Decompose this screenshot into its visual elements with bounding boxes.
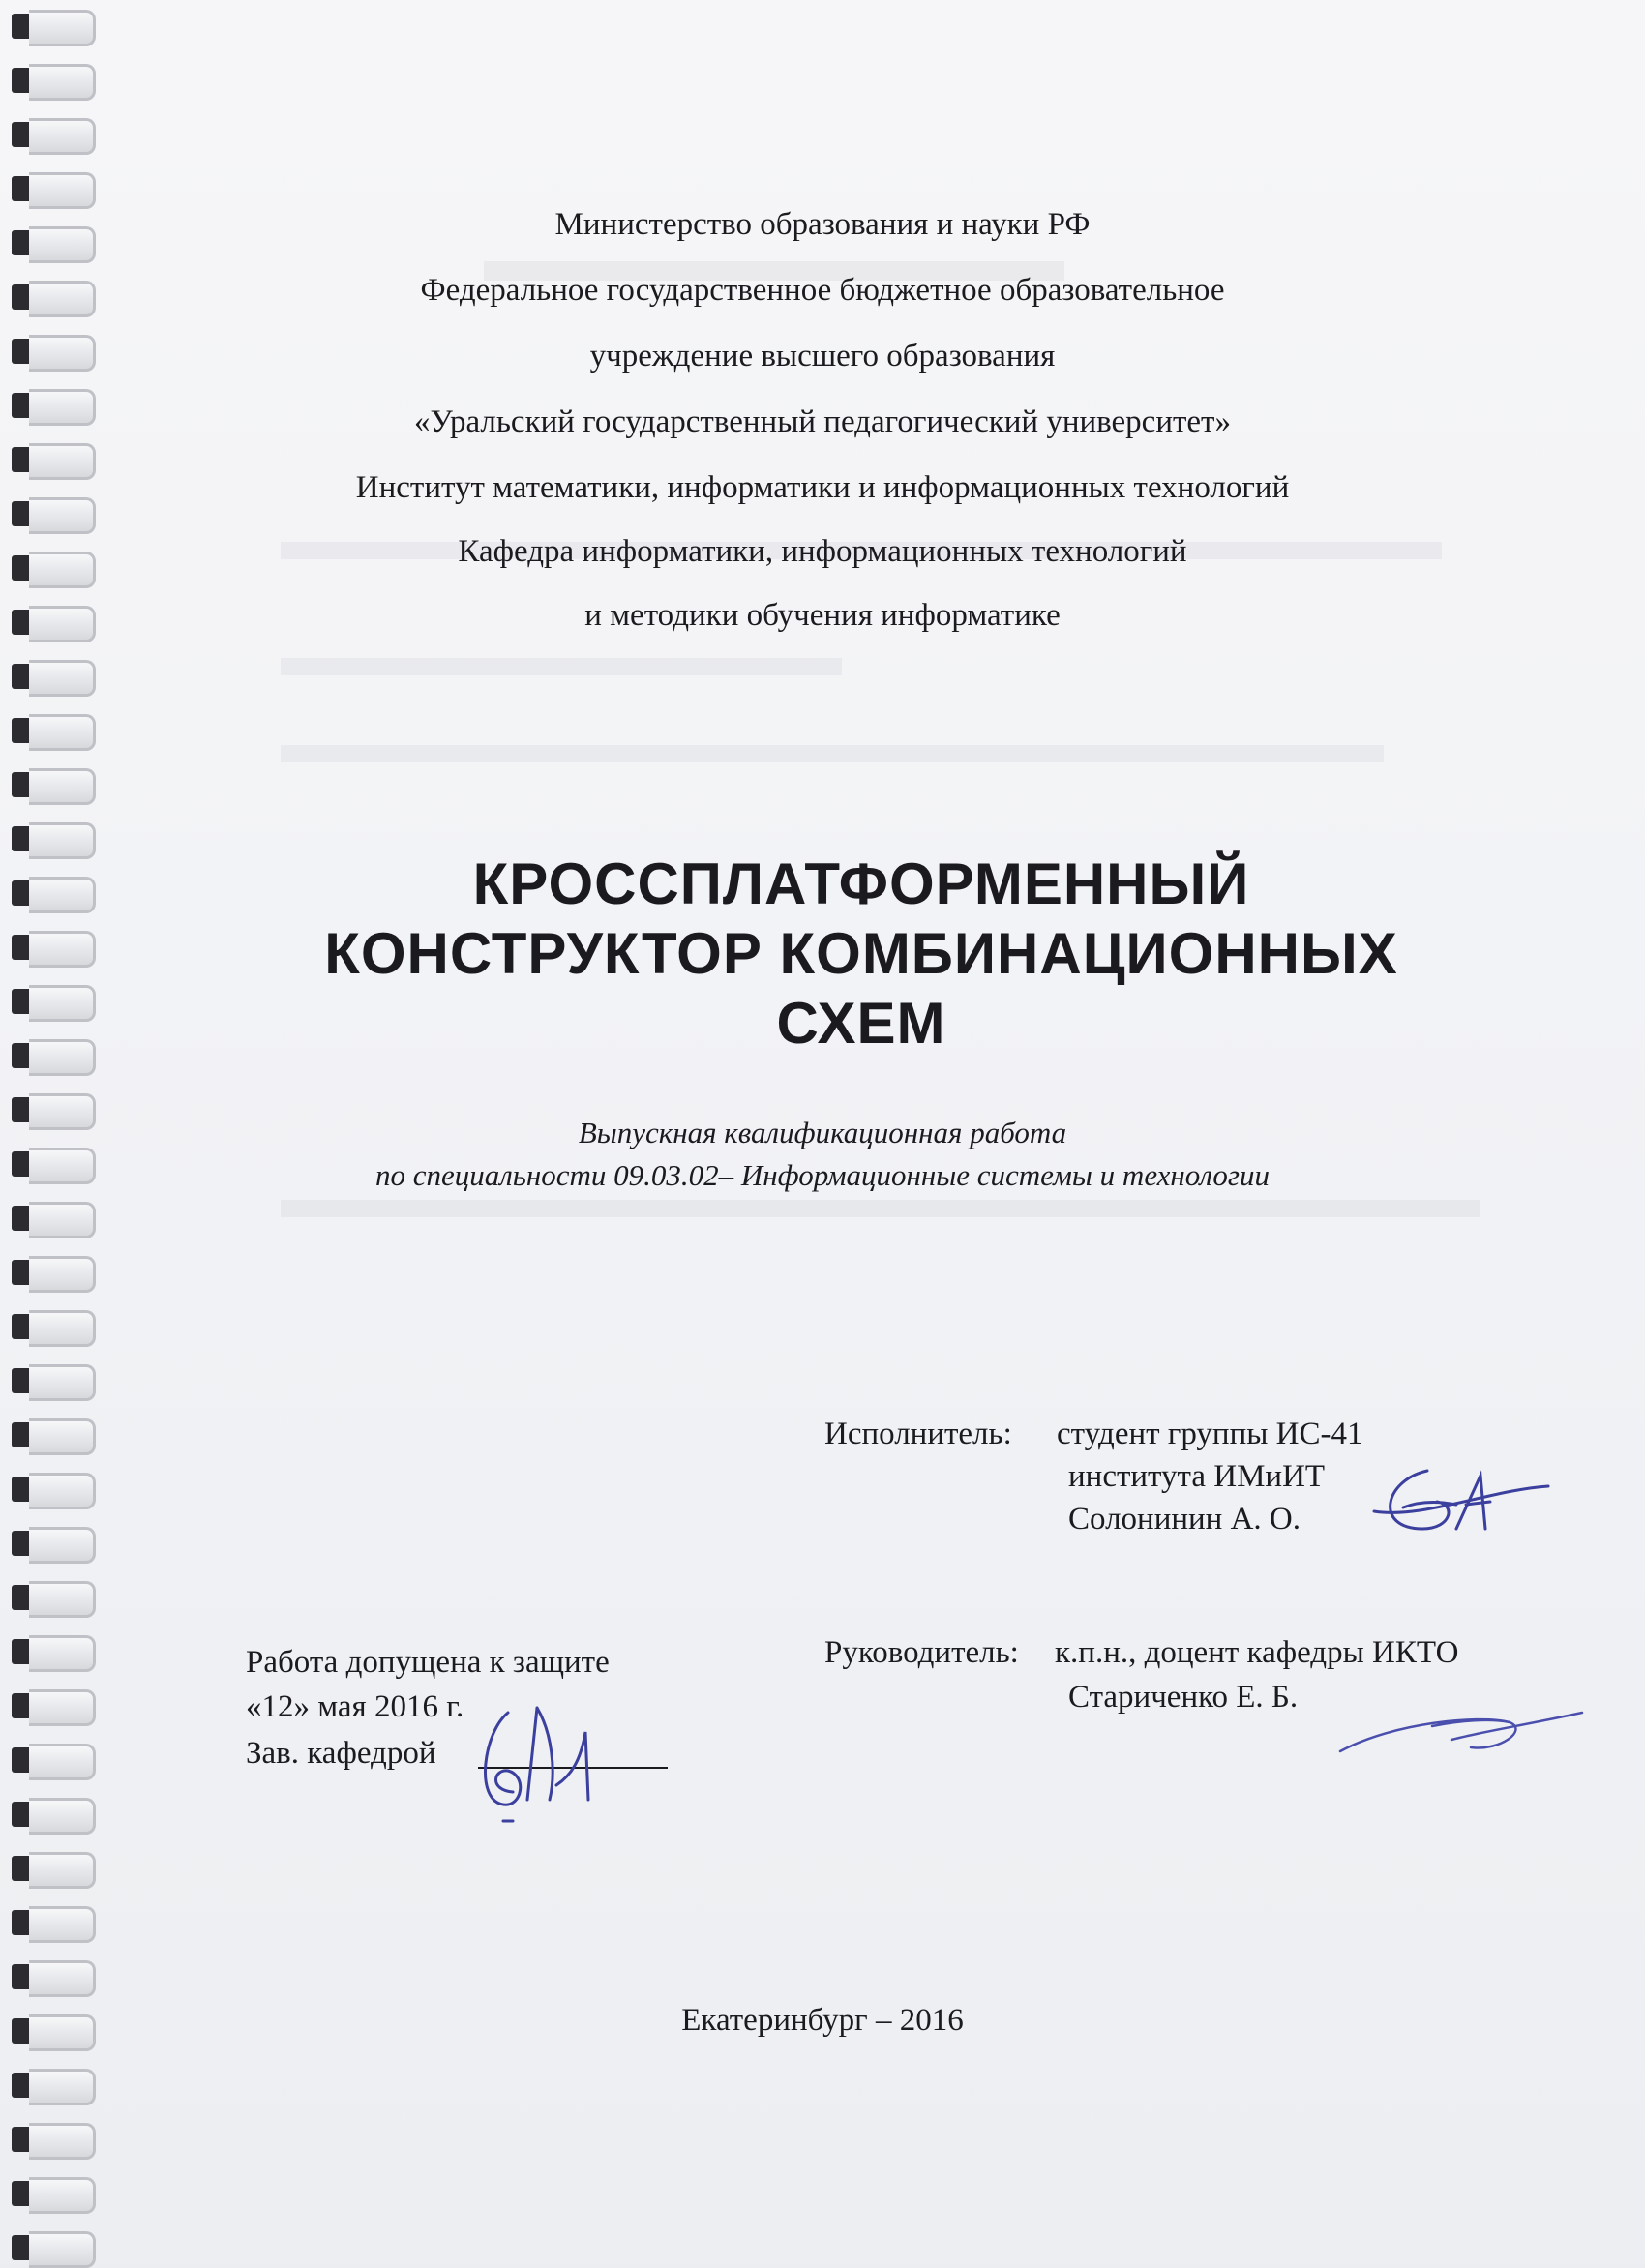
ring-loop xyxy=(29,1527,96,1564)
binding-ring xyxy=(12,877,95,910)
binding-ring xyxy=(12,1418,95,1451)
binding-ring xyxy=(12,10,95,43)
supervisor-name: Стариченко Е. Б. xyxy=(1068,1680,1299,1715)
head-of-department-label: Зав. кафедрой xyxy=(246,1736,436,1771)
ring-loop xyxy=(29,768,96,805)
admission-date: «12» мая 2016 г. xyxy=(246,1689,464,1724)
ring-loop xyxy=(29,1744,96,1780)
head-signature xyxy=(464,1693,610,1838)
ring-loop xyxy=(29,1852,96,1889)
thesis-title-line3: СХЕМ xyxy=(776,991,946,1056)
binding-ring xyxy=(12,2177,95,2210)
binding-ring xyxy=(12,768,95,801)
university-name: «Уральский государственный педагогический университет» xyxy=(414,404,1231,439)
department-line1: Кафедра информатики, информационных технологий xyxy=(458,534,1187,569)
admission-text: Работа допущена к защите xyxy=(246,1645,610,1680)
executor-institute: института ИМиИТ xyxy=(1068,1459,1326,1494)
ring-loop xyxy=(29,1635,96,1672)
thesis-title-line1: КРОССПЛАТФОРМЕННЫЙ xyxy=(472,851,1250,916)
city-year: Екатеринбург – 2016 xyxy=(681,2003,964,2038)
ring-loop xyxy=(29,985,96,1022)
ring-loop xyxy=(29,714,96,751)
ring-loop xyxy=(29,1256,96,1293)
binding-ring xyxy=(12,985,95,1018)
ring-loop xyxy=(29,1581,96,1618)
show-through-mark xyxy=(281,745,1384,762)
supervisor-label: Руководитель: xyxy=(824,1635,1019,1670)
binding-ring xyxy=(12,1689,95,1722)
binding-ring xyxy=(12,1364,95,1397)
ring-loop xyxy=(29,1039,96,1076)
ring-loop xyxy=(29,1202,96,1238)
ring-loop xyxy=(29,1473,96,1509)
binding-ring xyxy=(12,1473,95,1506)
ring-loop xyxy=(29,1906,96,1943)
binding-ring xyxy=(12,1852,95,1885)
binding-ring xyxy=(12,660,95,693)
supervisor-position: к.п.н., доцент кафедры ИКТО xyxy=(1055,1635,1459,1670)
binding-ring xyxy=(12,1581,95,1614)
binding-ring xyxy=(12,2123,95,2156)
institution-type-line1: Федеральное государственное бюджетное образовательное xyxy=(420,273,1225,308)
ring-loop xyxy=(29,822,96,859)
executor-group: студент группы ИС-41 xyxy=(1057,1417,1363,1451)
ring-loop xyxy=(29,660,96,697)
ministry-name: Министерство образования и науки РФ xyxy=(554,207,1091,242)
binding-ring xyxy=(12,1798,95,1831)
binding-ring xyxy=(12,118,95,151)
specialty: по специальности 09.03.02– Информационные системы и технологии xyxy=(374,1158,1271,1192)
thesis-title-line2: КОНСТРУКТОР КОМБИНАЦИОННЫХ xyxy=(324,921,1398,986)
ring-loop xyxy=(29,10,96,46)
binding-ring xyxy=(12,2069,95,2102)
binding-ring xyxy=(12,822,95,855)
binding-ring xyxy=(12,1039,95,1072)
binding-ring xyxy=(12,714,95,747)
ring-loop xyxy=(29,2231,96,2268)
binding-ring xyxy=(12,1202,95,1235)
show-through-mark xyxy=(281,658,842,675)
binding-ring xyxy=(12,1635,95,1668)
ring-loop xyxy=(29,2123,96,2160)
institute-name: Институт математики, информатики и информационных технологий xyxy=(355,470,1290,505)
binding-ring xyxy=(12,931,95,964)
binding-ring xyxy=(12,1960,95,1993)
ring-loop xyxy=(29,1418,96,1455)
ring-loop xyxy=(29,172,96,209)
binding-ring xyxy=(12,1256,95,1289)
binding-ring xyxy=(12,172,95,205)
work-type: Выпускная квалификационная работа xyxy=(578,1116,1067,1149)
binding-ring xyxy=(12,1744,95,1776)
binding-ring xyxy=(12,1906,95,1939)
executor-signature xyxy=(1364,1451,1558,1558)
institution-type-line2: учреждение высшего образования xyxy=(589,339,1056,373)
ring-loop xyxy=(29,1364,96,1401)
ring-loop xyxy=(29,877,96,913)
ring-loop xyxy=(29,1310,96,1347)
binding-ring xyxy=(12,1527,95,1560)
ring-loop xyxy=(29,118,96,155)
executor-label: Исполнитель: xyxy=(824,1417,1012,1451)
ring-loop xyxy=(29,1689,96,1726)
ring-loop xyxy=(29,2069,96,2105)
supervisor-signature xyxy=(1335,1693,1587,1771)
department-line2: и методики обучения информатике xyxy=(584,598,1061,633)
binding-ring xyxy=(12,64,95,97)
ring-loop xyxy=(29,1798,96,1835)
ring-loop xyxy=(29,931,96,968)
binding-ring xyxy=(12,2231,95,2264)
binding-ring xyxy=(12,1310,95,1343)
executor-name: Солонинин А. О. xyxy=(1068,1502,1301,1537)
ring-loop xyxy=(29,1960,96,1997)
ring-loop xyxy=(29,2177,96,2214)
ring-loop xyxy=(29,64,96,101)
show-through-mark xyxy=(281,1200,1480,1217)
